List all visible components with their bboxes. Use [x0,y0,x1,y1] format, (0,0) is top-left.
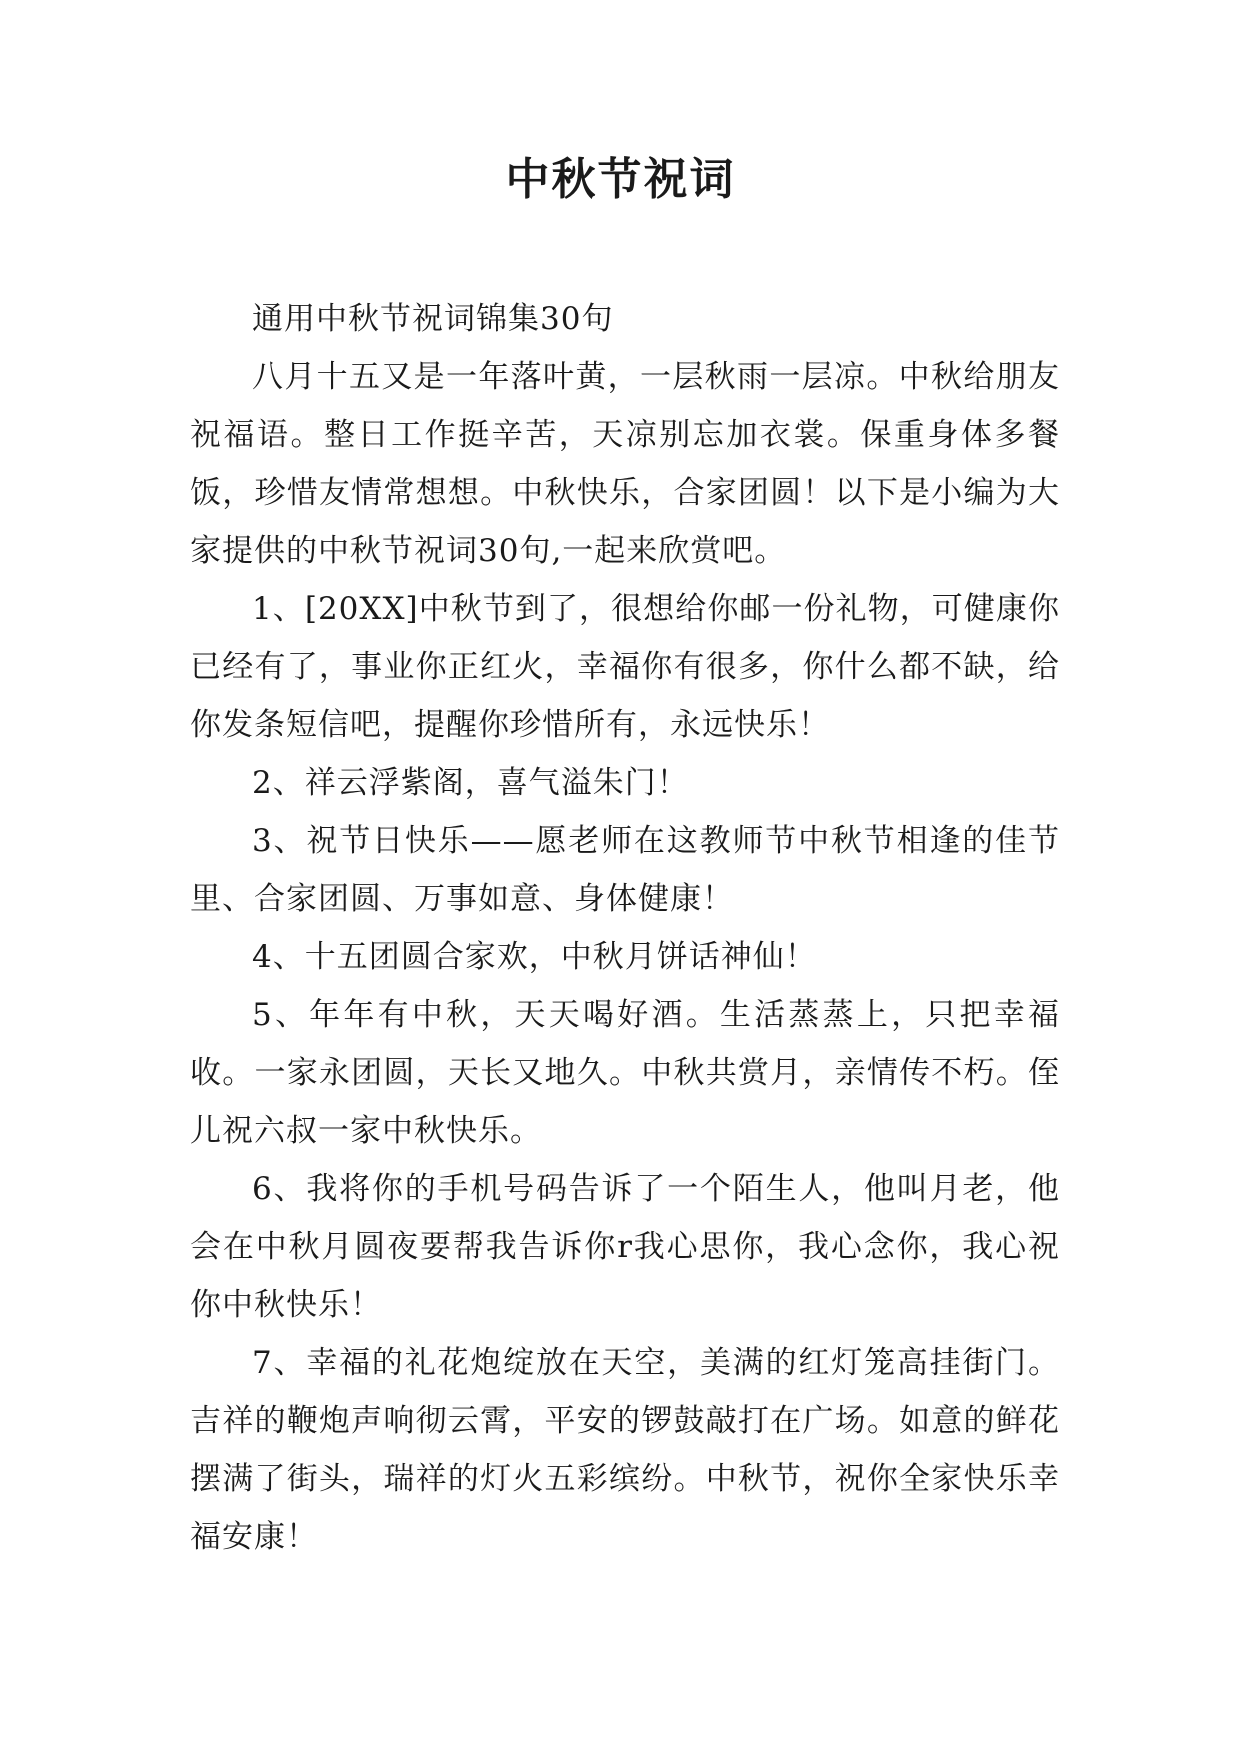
paragraph-intro: 八月十五又是一年落叶黄，一层秋雨一层凉。中秋给朋友祝福语。整日工作挺辛苦，天凉别忘加衣裳。保重身体多餐饭，珍惜友情常想想。中秋快乐，合家团圆！以下是小编为大家提供的中秋节祝词30句,一起来欣赏吧。 [190,359,1060,569]
paragraph-item-4: 4、十五团圆合家欢，中秋月饼话神仙！ [252,939,817,975]
paragraph-item-5: 5、年年有中秋，天天喝好酒。生活蒸蒸上，只把幸福收。一家永团圆，天长又地久。中秋共赏月，亲情传不朽。侄儿祝六叔一家中秋快乐。 [190,997,1060,1149]
paragraph-intro-heading: 通用中秋节祝词锦集30句 [252,301,614,337]
paragraph-item-6: 6、我将你的手机号码告诉了一个陌生人，他叫月老，他会在中秋月圆夜要帮我告诉你r我心思你，我心念你，我心祝你中秋快乐！ [190,1171,1060,1323]
paragraph-item-2: 2、祥云浮紫阁，喜气溢朱门！ [252,765,689,801]
document-body [190,290,1060,1566]
paragraph-item-3: 3、祝节日快乐——愿老师在这教师节中秋节相逢的佳节里、合家团圆、万事如意、身体健康！ [190,823,1060,917]
paragraph-item-7: 7、幸福的礼花炮绽放在天空，美满的红灯笼高挂街门。吉祥的鞭炮声响彻云霄，平安的锣鼓敲打在广场。如意的鲜花摆满了街头，瑞祥的灯火五彩缤纷。中秋节，祝你全家快乐幸福安康！ [190,1345,1060,1555]
paragraph-item-1: 1、[20XX]中秋节到了，很想给你邮一份礼物，可健康你已经有了，事业你正红火，幸福你有很多，你什么都不缺，给你发条短信吧，提醒你珍惜所有，永远快乐！ [190,591,1060,743]
document-title: 中秋节祝词 [505,154,736,205]
